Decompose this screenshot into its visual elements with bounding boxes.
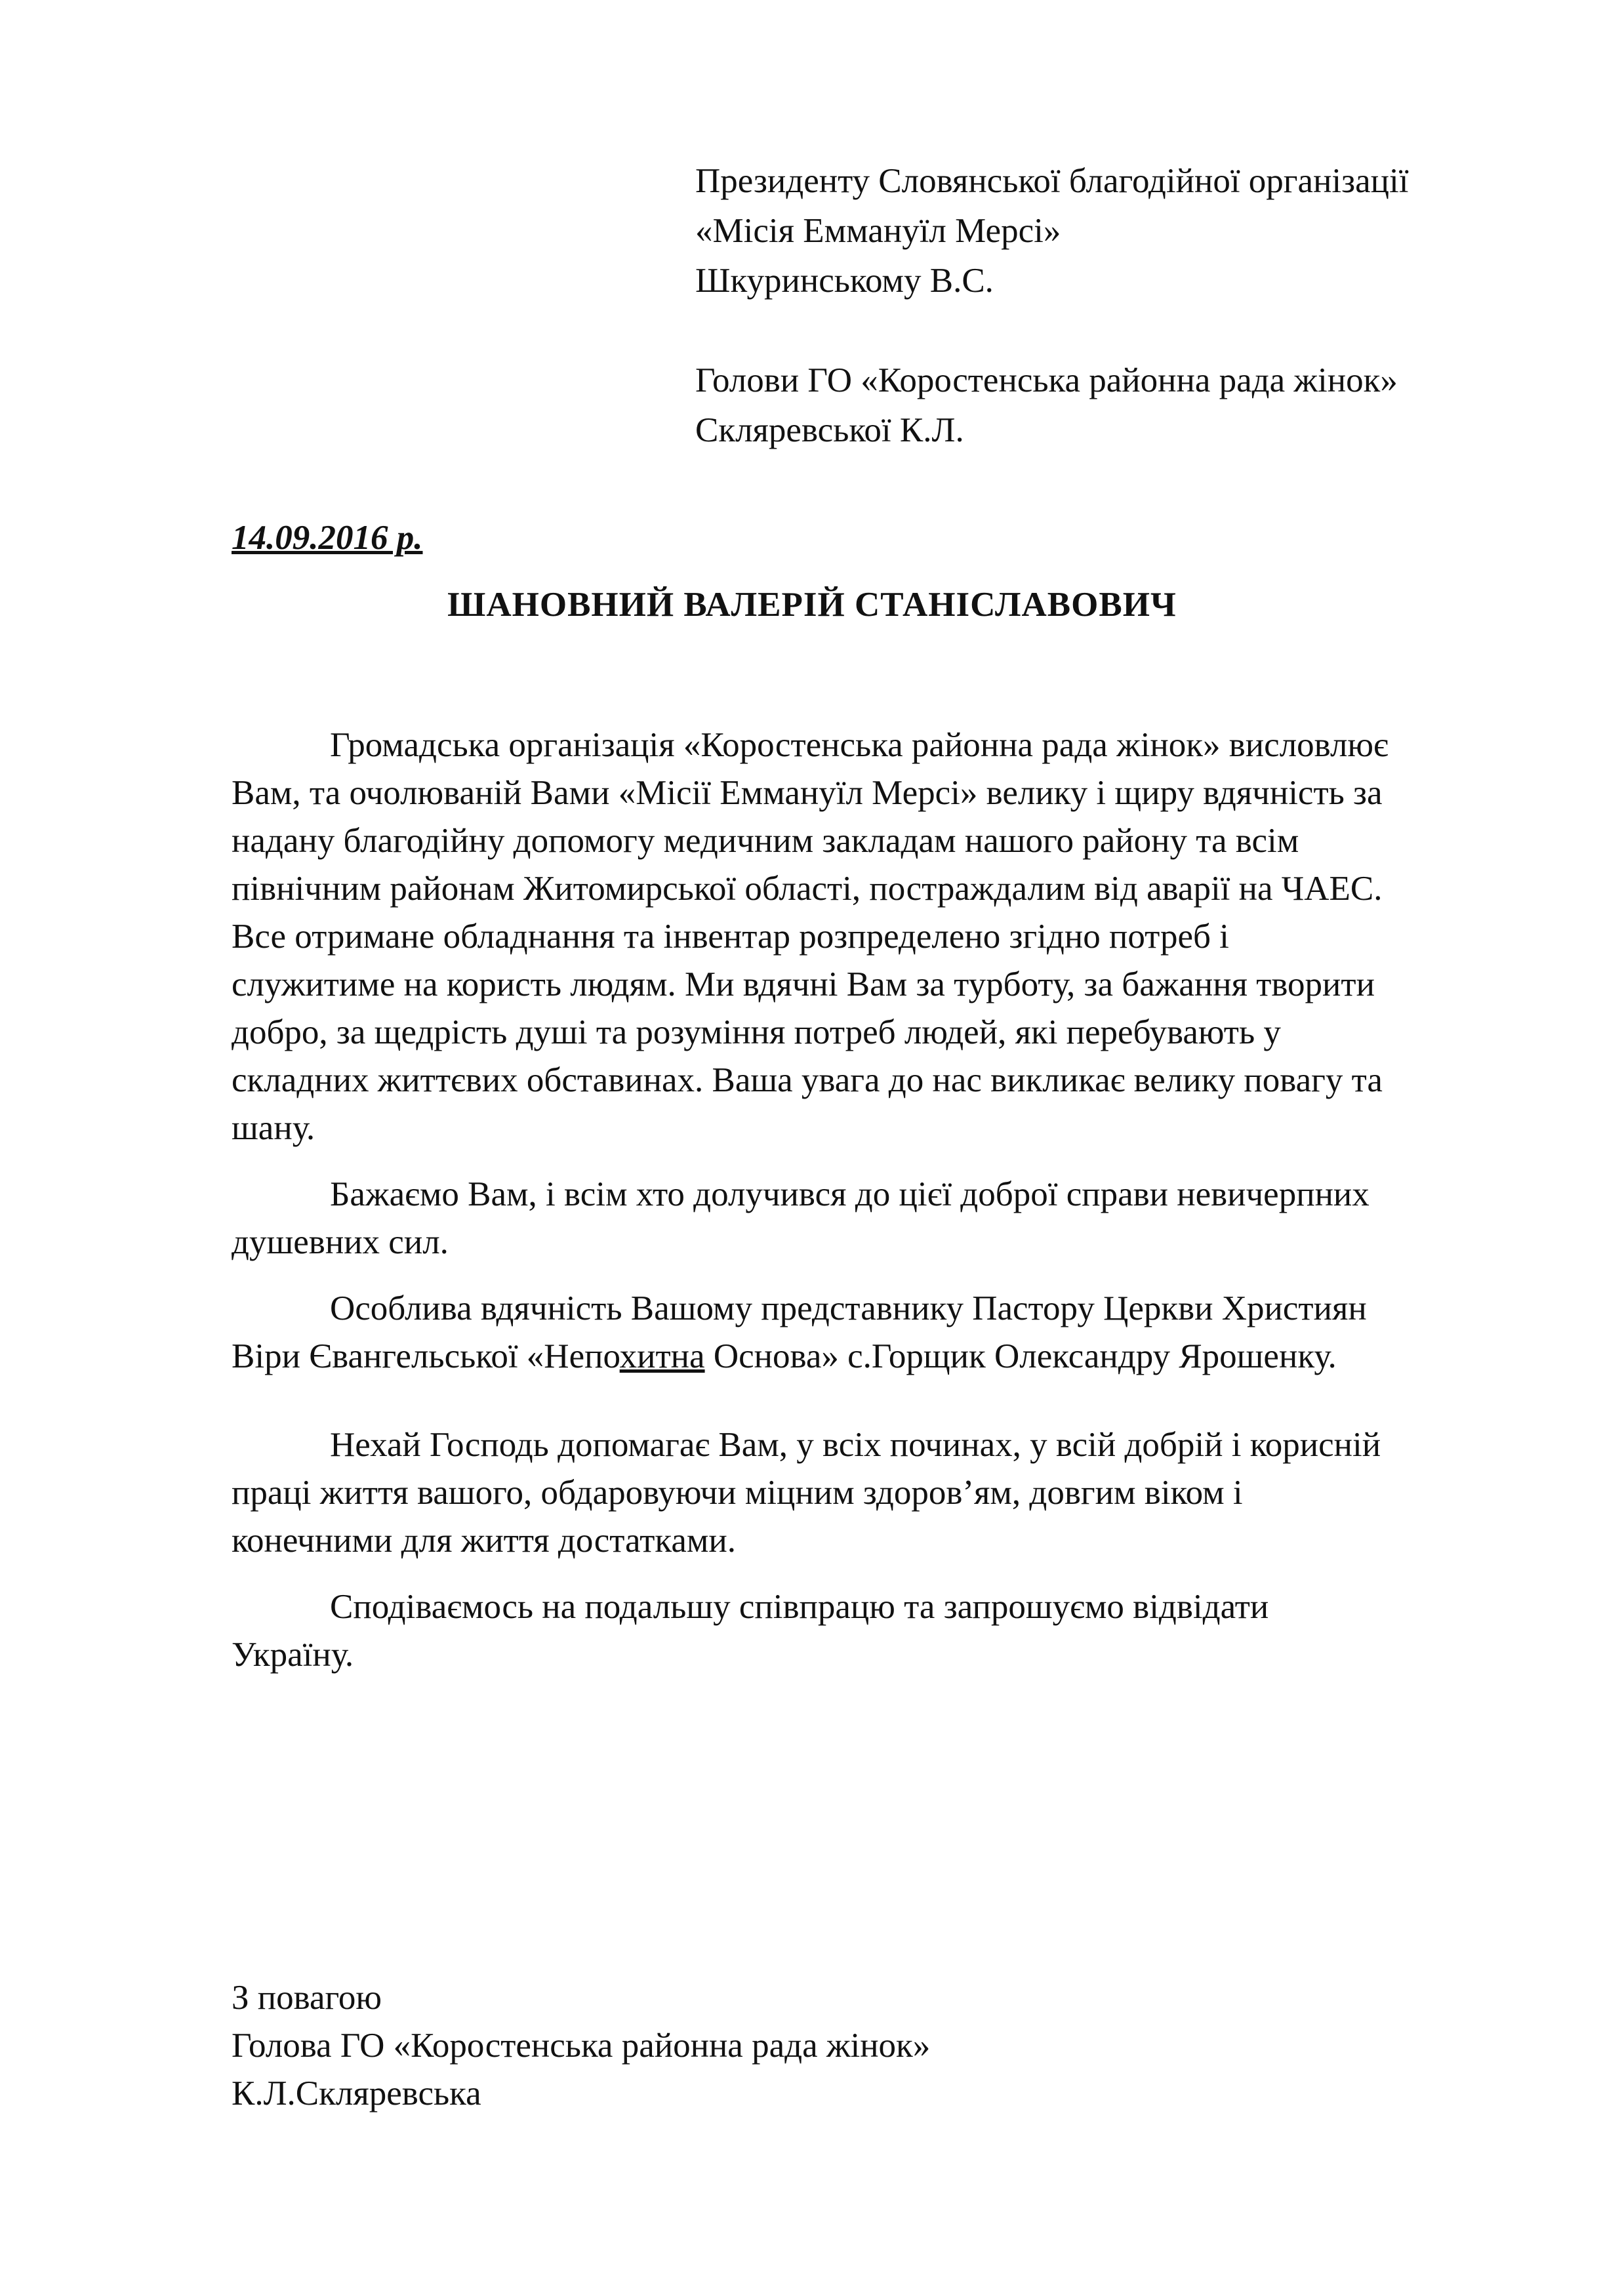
paragraph-line: складних життєвих обставинах. Ваша увага до нас викликає велику повагу та	[232, 1061, 1383, 1099]
sender-line: Голови ГО «Коростенська районна рада жінок»	[695, 361, 1398, 399]
letter-date: 14.09.2016 р.	[232, 519, 423, 557]
closing-line: Голова ГО «Коростенська районна рада жінок»	[232, 2027, 931, 2065]
text-run: Основа» с.Горщик Олександру Ярошенку.	[704, 1337, 1337, 1375]
paragraph-line: Сподіваємось на подальшу співпрацю та запрошуємо відвідати	[330, 1588, 1269, 1626]
paragraph-line: служитиме на користь людям. Ми вдячні Вам за турботу, за бажання творити	[232, 965, 1375, 1003]
text-run: Віри Євангельської «Непо	[232, 1337, 620, 1375]
paragraph-spacer	[232, 1266, 1517, 1285]
recipient-spacer	[695, 306, 1408, 355]
salutation: ШАНОВНИЙ ВАЛЕРІЙ СТАНІСЛАВОВИЧ	[447, 586, 1177, 624]
paragraph-line: Бажаємо Вам, і всім хто долучився до цієї доброї справи невичерпних	[330, 1175, 1370, 1213]
paragraph-line: конечними для життя достатками.	[232, 1522, 736, 1560]
paragraph-line: Все отримане обладнання та інвентар розпределено згідно потреб і	[232, 918, 1229, 956]
recipient-line: Шкуринському В.С.	[695, 262, 994, 300]
paragraph-spacer	[232, 1152, 1517, 1171]
paragraph-line: Вам, та очолюваній Вами «Місії Еммануїл Мерсі» велику і щиру вдячність за	[232, 774, 1383, 812]
paragraph-line: Нехай Господь допомагає Вам, у всіх починах, у всій добрій і корисній	[330, 1426, 1381, 1464]
recipient-line: Президенту Словянської благодійної організації	[695, 162, 1409, 200]
recipient-block	[695, 156, 1408, 455]
closing-line: З повагою	[232, 1979, 382, 2017]
paragraph-spacer	[232, 1565, 1517, 1583]
sender-line: Скляревської К.Л.	[695, 411, 964, 449]
paragraph-line: добро, за щедрість душі та розуміння потреб людей, які перебувають у	[232, 1013, 1281, 1051]
paragraph-line: шану.	[232, 1109, 315, 1147]
paragraph-line: Громадська організація «Коростенська районна рада жінок» висловлює	[330, 726, 1389, 764]
paragraph-spacer	[232, 1381, 1517, 1421]
recipient-line: «Місія Еммануїл Мерсі»	[695, 212, 1061, 250]
paragraph-line: праці життя вашого, обдаровуючи міцним здоров’ям, довгим віком і	[232, 1474, 1243, 1512]
paragraph-line: Особлива вдячність Вашому представнику Пастору Церкви Християн	[330, 1289, 1367, 1327]
paragraph-line	[232, 1333, 1517, 1381]
paragraph-line: надану благодійну допомогу медичним закладам нашого району та всім	[232, 822, 1299, 860]
closing-block	[232, 1974, 930, 2118]
underlined-word: хитна	[619, 1337, 705, 1375]
paragraph-line: душевних сил.	[232, 1223, 449, 1261]
paragraph-line: північним районам Житомирської області, постраждалим від аварії на ЧАЕС.	[232, 870, 1383, 908]
signatory-name: К.Л.Скляревська	[232, 2074, 481, 2113]
letter-body	[232, 721, 1517, 1679]
paragraph-line: Україну.	[232, 1636, 354, 1674]
